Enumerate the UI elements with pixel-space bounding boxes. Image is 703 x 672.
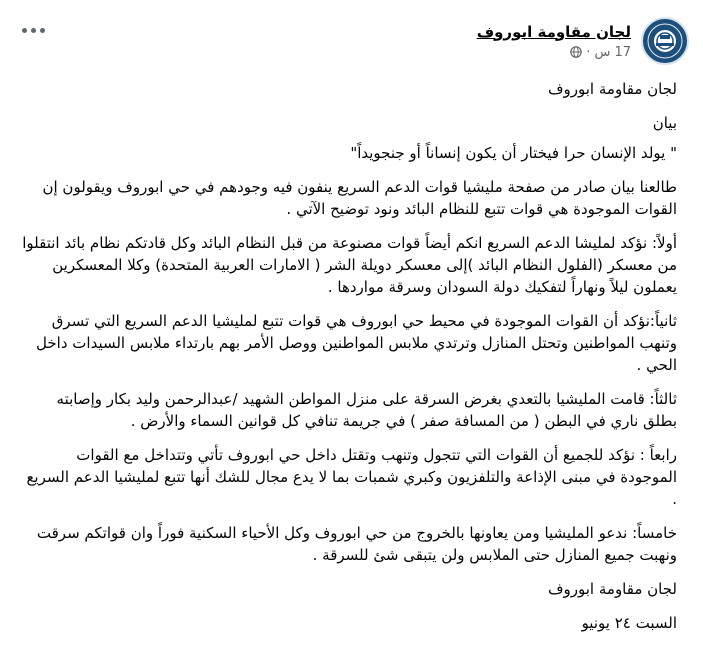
separator-dot: · [586, 44, 591, 60]
post-body [22, 78, 677, 634]
post-time-row [477, 45, 631, 60]
page-name-link[interactable]: لجان مقاومة ابوروف [476, 22, 631, 41]
body-paragraph-second: ثانياً:نؤكد أن القوات الموجودة في محيط حي ابوروف هي قوات تتبع لمليشيا الدعم السريع التي تسرق وتنهب المواطنين وتحتل المنازل وترتدي ملابس المواطنين ووصل الأمر بهم بارتداء ملابس السيدات داخل الحي . [36, 312, 677, 374]
page-logo-icon [643, 19, 687, 63]
more-dot [40, 28, 45, 33]
page-avatar[interactable] [641, 17, 689, 65]
more-dot [22, 28, 27, 33]
body-line-statement: بيان [652, 114, 677, 132]
body-paragraph-third: ثالثاً: قامت المليشيا بالتعدي بغرض السرقة على منزل المواطن الشهيد /عبدالرحمن وليد بكار وإصابته بطلق ناري في البطن ( من المسافة صفر ) في جريمة تنافي كل قوانين السماء والأرض . [56, 390, 677, 430]
body-paragraph-intro: طالعنا بيان صادر من صفحة مليشيا قوات الدعم السريع ينفون فيه وجودهم في حي ابوروف ويقولون إن القوات الموجودة هي قوات تتبع للنظام البائد ونود توضيح الآتي . [42, 178, 677, 218]
body-paragraph-fourth: رابعاً : نؤكد للجميع أن القوات التي تتجول وتنهب وتقتل داخل حي ابوروف تأتي وتتداخل مع القوات الموجودة في مبنى الإذاعة والتلفزيون وكبري شمبات بما لا يدع مجال للشك أنها تتبع لمليشيا الدعم السريع . [26, 446, 677, 508]
more-options-icon[interactable] [22, 28, 45, 33]
body-line-heading: لجان مقاومة ابوروف [547, 80, 677, 98]
post-time[interactable]: 17 س [594, 44, 631, 60]
globe-icon [570, 46, 582, 58]
body-paragraph-first: أولاً: نؤكد لمليشا الدعم السريع انكم أيضاً قوات مصنوعة من قبل النظام البائد وكل قادتكم نظام بائد انتقلوا من معسكر (الفلول النظام البائد )إلى معسكر دويلة الشر ( الامارات العربية المتحدة) وكلا المعسكرين يعملون ليلاً ونهاراً لتفكيك دولة السودان وسرقة مواردها . [22, 234, 677, 296]
post-header [477, 14, 689, 68]
body-signature: لجان مقاومة ابوروف [547, 580, 677, 598]
body-date: السبت ٢٤ يونيو [581, 614, 677, 632]
body-quote: " يولد الإنسان حرا فيختار أن يكون إنساناً أو جنجويداً" [350, 144, 677, 162]
post-meta [477, 23, 631, 60]
body-paragraph-fifth: خامساً: ندعو المليشيا ومن يعاونها بالخروج من حي ابوروف وكل الأحياء السكنية فوراً وان قواتكم سرقت ونهبت جميع المنازل حتى الملابس ولن يتبقى شئ للسرقة . [36, 524, 677, 564]
more-dot [31, 28, 36, 33]
